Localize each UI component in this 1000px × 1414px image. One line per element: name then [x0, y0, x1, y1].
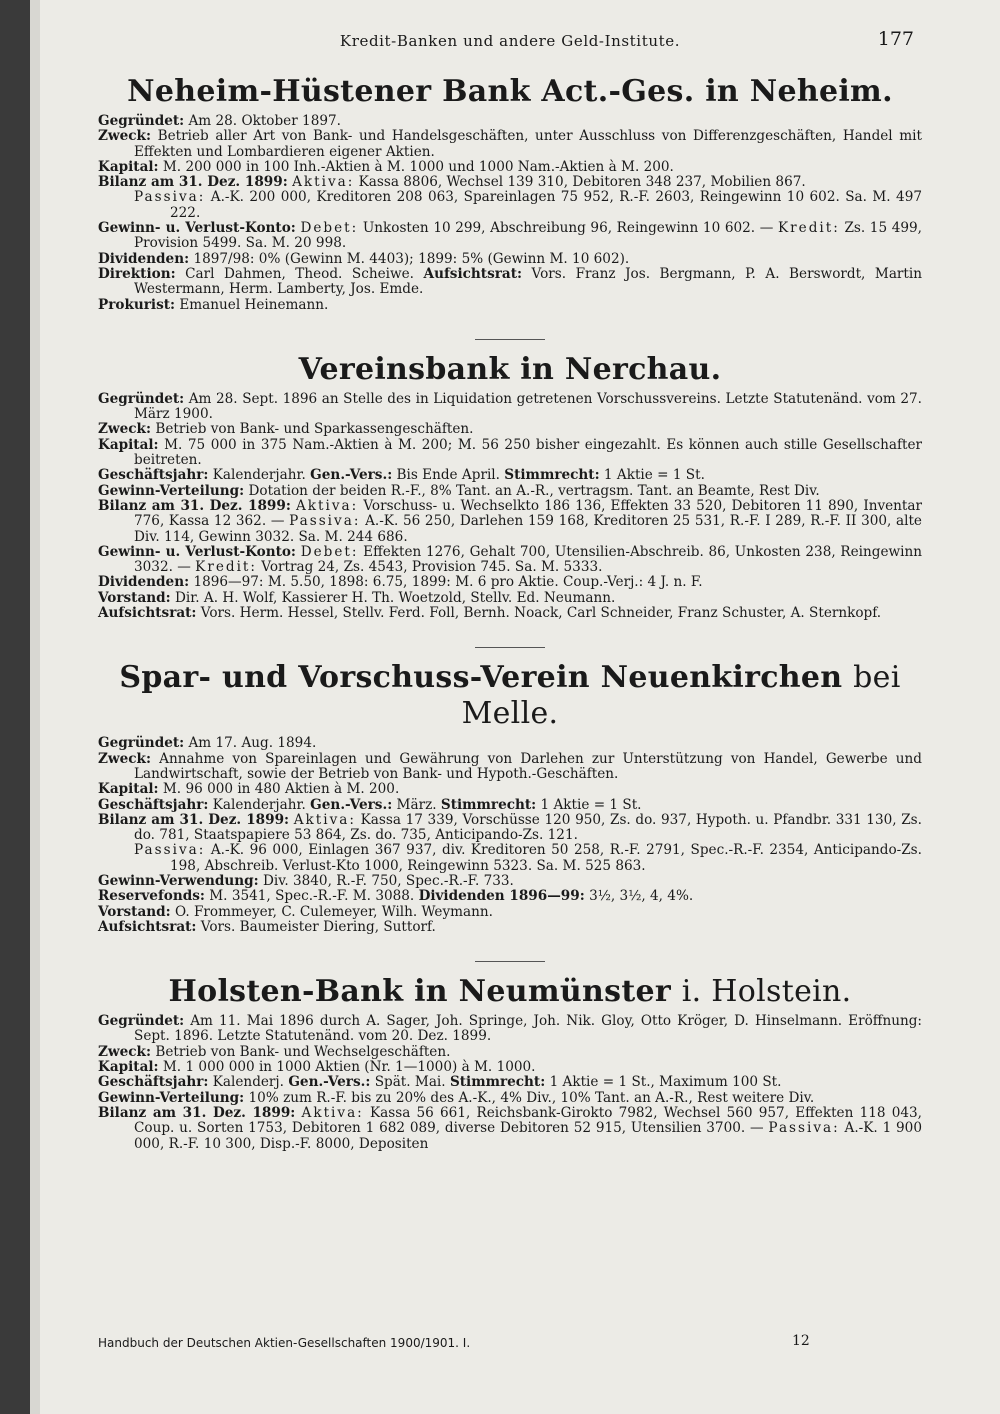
entry-prokurist: Prokurist: Emanuel Heinemann.: [98, 296, 329, 313]
entry-vorstand: Vorstand: O. Frommeyer, C. Culemeyer, Wilh. Weymann.: [98, 903, 493, 920]
section-divider: [475, 339, 545, 340]
entry-gegruendet: Gegründet: Am 28. Sept. 1896 an Stelle des in Liquidation getretenen Vorschussvereins. Letzte Statutenänd. vom 27. März 1900.: [98, 390, 923, 423]
entry-gegruendet: Gegründet: Am 11. Mai 1896 durch A. Sager, Joh. Springe, Joh. Nik. Gloy, Otto Kröger, D. Hinselmann. Eröffnung: Sept. 1896. Letzte Statutenänd. vom 20. Dez. 1899.: [98, 1013, 922, 1045]
section-neheim-huestener-bank: [98, 74, 922, 340]
page-content: [98, 28, 923, 1350]
page-footer: [98, 1333, 922, 1351]
entry-aufsichtsrat: Aufsichtsrat: Vors. Baumeister Diering, Suttorf.: [98, 918, 436, 935]
entry-bilanz: Bilanz am 31. Dez. 1899: Aktiva: Kassa 17 339, Vorschüsse 120 950, Zs. do. 937, Hypoth. u. Pfandbr. 331 130, Zs. do. 781, Staatspapiere 53 864, Zs. do. 735, Anticipando-Zs. 121.: [98, 811, 922, 844]
section-spar-vorschuss-neuenkirchen: [98, 660, 922, 962]
entry-dividenden: Dividenden: 1897/98: 0% (Gewinn M. 4403); 1899: 5% (Gewinn M. 10 602).: [98, 250, 630, 267]
running-head: [98, 30, 922, 60]
entry-kapital: Kapital: M. 200 000 in 100 Inh.-Aktien à M. 1000 und 1000 Nam.-Aktien à M. 200.: [98, 158, 674, 175]
entry-kapital: Kapital: M. 1 000 000 in 1000 Aktien (Nr. 1—1000) à M. 1000.: [98, 1059, 536, 1076]
section-title: Spar- und Vorschuss-Verein Neuenkirchen bei Melle.: [119, 660, 901, 732]
entry-zweck: Zweck: Betrieb von Bank- und Sparkassengeschäften.: [98, 421, 474, 438]
entry-zweck: Zweck: Betrieb von Bank- und Wechselgeschäften.: [98, 1043, 451, 1060]
section-holsten-bank: [98, 974, 922, 1152]
entry-gegruendet: Gegründet: Am 17. Aug. 1894.: [98, 735, 317, 752]
entry-geschaeftsjahr: Geschäftsjahr: Kalenderjahr. Gen.-Vers.: März. Stimmrecht: 1 Aktie = 1 St.: [98, 796, 642, 813]
section-divider: [475, 647, 545, 648]
book-spine-edge: [30, 0, 40, 1414]
signature-mark: 12: [792, 1333, 810, 1349]
entry-zweck: Zweck: Betrieb aller Art von Bank- und Handelsgeschäften, unter Ausschluss von Differenzgeschäften, Handel mit Effekten und Lombardieren eigener Aktien.: [98, 128, 922, 160]
section-vereinsbank-nerchau: [98, 352, 922, 648]
entry-gewinn-verteilung: Gewinn-Verteilung: Dotation der beiden R.-F., 8% Tant. an A.-R., vertragsm. Tant. an Beamte, Rest Div.: [98, 482, 820, 499]
entry-dividenden: Dividenden: 1896—97: M. 5.50, 1898: 6.75, 1899: M. 6 pro Aktie. Coup.-Verj.: 4 J. n. F.: [98, 574, 703, 591]
entry-gewinn-verlust: Gewinn- u. Verlust-Konto: Debet: Effekten 1276, Gehalt 700, Utensilien-Abschreib. 86, Unkosten 238, Reingewinn 3032. — Kredit: Vortrag 24, Zs. 4543, Provision 745. Sa. M. 5333.: [98, 543, 922, 576]
entry-geschaeftsjahr: Geschäftsjahr: Kalenderjahr. Gen.-Vers.: Bis Ende April. Stimmrecht: 1 Aktie = 1 St.: [98, 467, 705, 484]
section-title: Vereinsbank in Nerchau.: [298, 351, 722, 387]
entry-bilanz: Bilanz am 31. Dez. 1899: Aktiva: Kassa 8806, Wechsel 139 310, Debitoren 348 237, Mobilien 867.: [98, 174, 806, 191]
running-title: Kredit-Banken und andere Geld-Institute.: [339, 32, 681, 50]
entry-zweck: Zweck: Annahme von Spareinlagen und Gewährung von Darlehen zur Unterstützung von Handel, Gewerbe und Landwirtschaft, sowie der Betrieb von Bank- und Hypoth.-Geschäften.: [98, 750, 922, 782]
entry-geschaeftsjahr: Geschäftsjahr: Kalenderj. Gen.-Vers.: Spät. Mai. Stimmrecht: 1 Aktie = 1 St., Maximum 100 St.: [98, 1074, 782, 1091]
entry-gewinn-verlust: Gewinn- u. Verlust-Konto: Debet: Unkosten 10 299, Abschreibung 96, Reingewinn 10 602. — Kredit: Zs. 15 499, Provision 5499. Sa. M. 20 998.: [98, 220, 923, 252]
entry-direktion: Direktion: Carl Dahmen, Theod. Scheiwe. Aufsichtsrat: Vors. Franz Jos. Bergmann, P. A. Berswordt, Martin Westermann, Herm. Lamberty, Jos. Emde.: [98, 265, 922, 298]
section-title: Holsten-Bank in Neumünster i. Holstein.: [168, 974, 852, 1010]
section-divider: [475, 961, 545, 962]
section-title: Neheim-Hüstener Bank Act.-Ges. in Neheim.: [127, 74, 893, 109]
entry-reservefonds: Reservefonds: M. 3541, Spec.-R.-F. M. 3088. Dividenden 1896—99: 3½, 3½, 4, 4%.: [98, 888, 694, 905]
entry-gegruendet: Gegründet: Am 28. Oktober 1897.: [98, 113, 341, 129]
entry-bilanz: Bilanz am 31. Dez. 1899: Aktiva: Kassa 56 661, Reichsbank-Girokto 7982, Wechsel 560 957, Effekten 118 043, Coup. u. Sorten 1753, Debitoren 1 682 089, diverse Debitoren 52 915, Utensilien 3700. — Passiva: A.-K. 1 900 000, R.-F. 10 300, Disp.-F. 8000, Depositen: [98, 1104, 922, 1152]
entry-bilanz-passiva: Passiva: A.-K. 200 000, Kreditoren 208 063, Spareinlagen 75 952, R.-F. 2603, Reingewinn 10 602. Sa. M. 497 222.: [134, 189, 923, 221]
entry-gewinn-verteilung: Gewinn-Verteilung: 10% zum R.-F. bis zu 20% des A.-K., 4% Div., 10% Tant. an A.-R., Rest weitere Div.: [98, 1089, 815, 1106]
page-number: 177: [877, 28, 914, 50]
entry-vorstand: Vorstand: Dir. A. H. Wolf, Kassierer H. Th. Woetzold, Stellv. Ed. Neumann.: [98, 589, 616, 606]
entry-gewinn-verwendung: Gewinn-Verwendung: Div. 3840, R.-F. 750, Spec.-R.-F. 733.: [98, 872, 514, 889]
entry-bilanz: Bilanz am 31. Dez. 1899: Aktiva: Vorschuss- u. Wechselkto 186 136, Effekten 33 520, Debitoren 11 890, Inventar 776, Kassa 12 362. — Passiva: A.-K. 56 250, Darlehen 159 168, Kreditoren 25 531, R.-F. I 289, R.-F. II 300, alte Div. 114, Gewinn 3032. Sa. M. 244 686.: [98, 497, 922, 545]
entry-kapital: Kapital: M. 96 000 in 480 Aktien à M. 200.: [98, 781, 400, 798]
entry-aufsichtsrat: Aufsichtsrat: Vors. Herm. Hessel, Stellv. Ferd. Foll, Bernh. Noack, Carl Schneider, Franz Schuster, A. Sternkopf.: [98, 605, 882, 622]
book-spine-shadow: [0, 0, 30, 1414]
footer-text: Handbuch der Deutschen Aktien-Gesellschaften 1900/1901. I.: [98, 1336, 471, 1350]
entry-kapital: Kapital: M. 75 000 in 375 Nam.-Aktien à M. 200; M. 56 250 bisher eingezahlt. Es können auch stille Gesellschafter beitreten.: [98, 436, 922, 469]
entry-bilanz-passiva: Passiva: A.-K. 96 000, Einlagen 367 937, div. Kreditoren 50 258, R.-F. 2791, Spec.-R.-F. 2354, Anticipando-Zs. 198, Abschreib. Verlust-Kto 1000, Reingewinn 5323. Sa. M. 525 863.: [134, 842, 922, 874]
